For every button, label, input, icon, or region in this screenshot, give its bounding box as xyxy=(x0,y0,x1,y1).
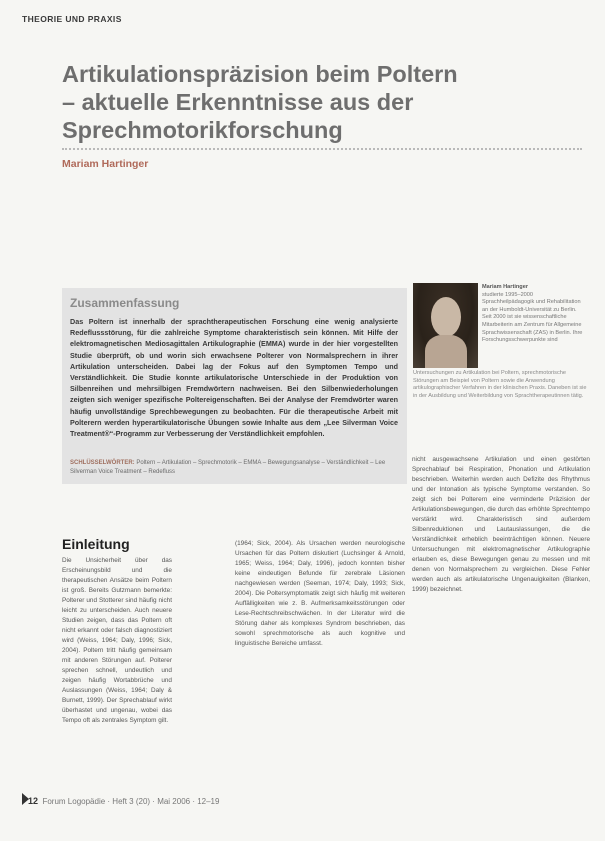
bio-name: Mariam Hartinger xyxy=(482,284,529,290)
intro-heading: Einleitung xyxy=(62,536,130,552)
keywords xyxy=(70,459,400,477)
author-bio-continued: Untersuchungen zu Artikulation bei Poltern, sprechmotorische Störungen am Beispiel von Poltern sowie die Anwendung artikulographischer Verfahren in der klinischen Praxis. Daneben ist sie in der Ausbildung und Weiterbildung von Sprachtherapeutinnen tätig. xyxy=(413,370,587,399)
keywords-text: Poltern – Artikulation – Sprechmotorik – EMMA – Bewegungsanalyse – Verständlichkeit – Lee Silverman Voice Treatment – Redefluss xyxy=(70,460,386,475)
author-bio xyxy=(482,284,586,345)
bio-text: studierte 1995–2000 Sprachheilpädagogik und Rehabilitation an der Humboldt-Universität zu Berlin. Seit 2000 ist sie wissenschaftliche Mitarbeiterin am Zentrum für Allgemeine Sprachwissenschaft (ZAS) in Berlin. Ihre Forschungsschwerpunkte sind xyxy=(482,291,583,344)
intro-column-2: (1964; Sick, 2004). Als Ursachen werden neurologische Ursachen für das Poltern diskutiert (Luchsinger & Arnold, 1965; Weiss, 1964; Daly, 1996), jedoch konnten bisher keine eindeutigen Befunde für zerebrale Läsionen nachgewiesen werden (Seeman, 1974; Daly, 1993; Sick, 2004). Die Poltersymptomatik zeigt sich häufig mit weiteren Auffälligkeiten wie z. B. Aufmerksamkeitsstörungen oder Lese-Rechtschreibschwächen. In der Literatur wird die Störung daher als komplexes Syndrom beschrieben, das sowohl sprechmotorische als auch kognitive und linguistische Bereiche umfasst. xyxy=(235,540,405,647)
keywords-label: SCHLÜSSELWÖRTER: xyxy=(70,460,135,466)
section-label: THEORIE UND PRAXIS xyxy=(22,14,122,24)
intro-column-1: Die Unsicherheit über das Erscheinungsbild und die therapeutischen Ansätze beim Poltern ist groß. Bereits Gutzmann bemerkte: Polterer und Stotterer sind häufig nicht leicht zu unterscheiden. Auch neuere Studien zeigen, dass das Poltern oft nicht erkannt oder falsch diagnostiziert wird (Weiss, 1964; Daly, 1996; Sick, 2004). Poltern tritt häufig gemeinsam mit anderen Störungen auf. Polterer sprechen schnell, undeutlich und zeigen häufig Wortabbrüche und Auslassungen (Weiss, 1964; Daly & Burnett, 1999). Der Sprechablauf wirkt überhastet und ungenau, wobei das Tempo oft als zentrales Symptom gilt. xyxy=(62,557,172,724)
intro-column-3: nicht ausgewachsene Artikulation und einen gestörten Sprechablauf bei Respiration, Phonation und Artikulation beschrieben. Weiterhin werden auch Defizite des Rhythmus und der Intonation als typische Symptome verstanden. So zeigt sich bei Polterern eine verminderte Präzision der Artikulationsbewegungen, die durch das erhöhte Sprechtempo verstärkt wird. Charakteristisch sind außerdem Silbenreduktionen und Lautauslassungen, die die Verständlichkeit erheblich beeinträchtigen können. Neuere Untersuchungen mit elektromagnetischer Artikulographie erlauben es, diese Bewegungen genau zu messen und mit denen von Normalsprechern zu vergleichen. Diese Fehler werden auch als artikulatorische Ungenauigkeiten (Blanken, 1999) bezeichnet. xyxy=(412,456,590,593)
author-photo xyxy=(413,283,478,368)
article-author: Mariam Hartinger xyxy=(62,158,149,170)
journal-info: Forum Logopädie · Heft 3 (20) · Mai 2006 · 12–19 xyxy=(42,797,220,806)
page-footer xyxy=(28,796,219,806)
page-number: 12 xyxy=(28,796,39,806)
summary-text: Das Poltern ist innerhalb der sprachtherapeutischen Forschung eine wenig analysierte Redeflussstörung, für die zahlreiche Symptome charakteristisch sein können. Mit Hilfe der elektromagnetischen Mediosagittalen Artikulographie (EMMA) wurde in der hier vorgestellten Studie überprüft, ob und worin sich erwachsene Polterer von Normalsprechern in ihrer Artikulation unterscheiden. Dabei lag der Fokus auf den Symptomen Tempo und Verständlichkeit. Die Studie konnte artikulatorische Unterschiede in der Produktion von Silbenreihen und mehrsilbigen Fremdwörtern nachweisen. Bei den Silbenwiederholungen zeigten sich weniger spezifische Poltereigenschaften. Bei der Analyse der Fremdwörter waren häufig unvollständige Sprechbewegungen zu beobachten. Für die therapeutische Arbeit mit Polterern werden hyperartikulatorische Übungen sowie Inhalte aus dem „Lee Silverman Voice Treatment®“-Programm zur Verbesserung der Verständlichkeit empfohlen. xyxy=(70,317,398,439)
dotted-divider xyxy=(62,148,582,150)
summary-heading: Zusammenfassung xyxy=(70,296,180,310)
article-title: Artikulationspräzision beim Poltern – aktuelle Erkenntnisse aus der Sprechmotorikforschung xyxy=(62,61,458,143)
